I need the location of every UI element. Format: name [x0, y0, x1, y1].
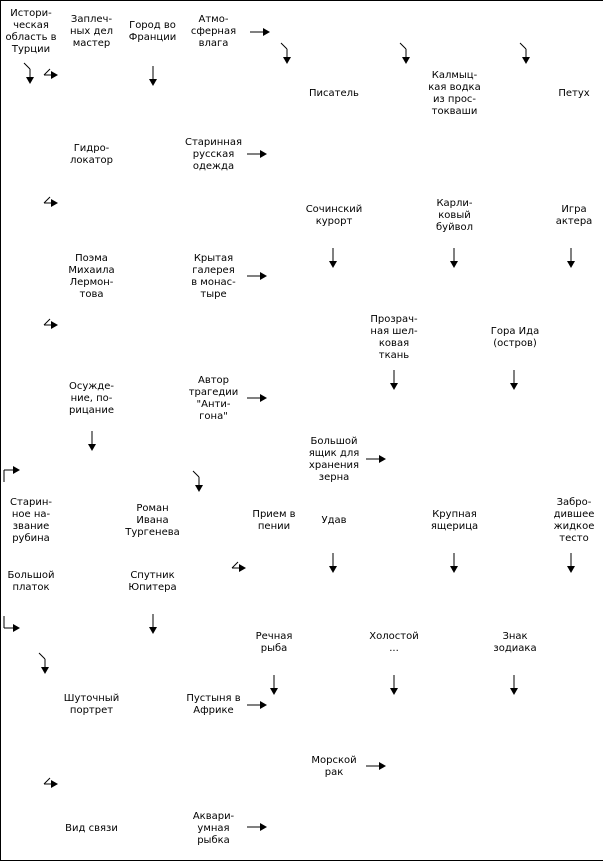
clue-text: Калмыц- кая водка из прос- токваши	[428, 69, 481, 117]
clue-cell	[183, 0, 245, 64]
clue-cell	[244, 490, 305, 552]
clue-cell	[304, 63, 365, 125]
answer-cell[interactable]	[485, 124, 546, 186]
answer-cell[interactable]	[122, 63, 184, 125]
clue-text: Гора Ида (остров)	[490, 325, 540, 349]
clue-cell	[61, 368, 123, 430]
clue-text: Писатель	[309, 87, 359, 99]
clue-text: Прием в пении	[252, 508, 296, 532]
answer-cell[interactable]	[545, 673, 603, 737]
answer-cell[interactable]	[244, 673, 305, 737]
answer-cell[interactable]	[183, 490, 245, 552]
answer-cell[interactable]	[0, 736, 62, 798]
answer-cell[interactable]	[424, 246, 486, 308]
clue-text: Забро- дившее жидкое тесто	[553, 496, 595, 544]
clue-text: Шуточный портрет	[63, 692, 120, 716]
answer-cell[interactable]	[244, 63, 305, 125]
clue-text: Холостой ...	[369, 630, 419, 654]
answer-cell[interactable]	[122, 307, 184, 369]
answer-cell[interactable]	[485, 797, 546, 861]
answer-cell[interactable]	[244, 185, 305, 247]
answer-cell[interactable]	[545, 307, 603, 369]
clue-text: Осужде- ние, по- рицание	[69, 380, 114, 416]
clue-cell	[122, 490, 184, 552]
answer-cell[interactable]	[545, 246, 603, 308]
answer-cell[interactable]	[183, 185, 245, 247]
answer-cell[interactable]	[0, 307, 62, 369]
answer-cell[interactable]	[0, 368, 62, 430]
clue-cell	[545, 63, 603, 125]
answer-cell[interactable]	[61, 736, 123, 798]
answer-cell[interactable]	[244, 246, 305, 308]
answer-cell[interactable]	[304, 551, 365, 613]
clue-cell	[61, 673, 123, 737]
clue-cell	[424, 63, 486, 125]
clue-cell	[61, 797, 123, 861]
answer-cell[interactable]	[485, 185, 546, 247]
answer-cell[interactable]	[183, 429, 245, 491]
answer-cell[interactable]	[545, 551, 603, 613]
answer-cell[interactable]	[424, 368, 486, 430]
clue-cell	[183, 124, 245, 186]
clue-text: Крупная ящерица	[430, 508, 479, 532]
clue-text: Большой платок	[7, 569, 55, 593]
answer-cell[interactable]	[364, 368, 425, 430]
answer-cell[interactable]	[485, 63, 546, 125]
answer-cell[interactable]	[0, 246, 62, 308]
clue-text: Прозрач- ная шел- ковая ткань	[370, 313, 418, 361]
answer-cell[interactable]	[485, 368, 546, 430]
answer-cell[interactable]	[364, 673, 425, 737]
clue-text: Роман Ивана Тургенева	[125, 502, 180, 538]
clue-text: Заплеч- ных дел мастер	[70, 14, 113, 49]
answer-cell[interactable]	[122, 368, 184, 430]
answer-cell[interactable]	[485, 490, 546, 552]
answer-cell[interactable]	[0, 673, 62, 737]
clue-text: Знак зодиака	[493, 630, 537, 654]
answer-cell[interactable]	[364, 0, 425, 64]
clue-cell	[61, 0, 123, 64]
answer-cell[interactable]	[244, 551, 305, 613]
clue-cell	[304, 429, 365, 491]
answer-cell[interactable]	[122, 246, 184, 308]
answer-cell[interactable]	[364, 185, 425, 247]
answer-cell[interactable]	[244, 124, 305, 186]
answer-cell[interactable]	[304, 124, 365, 186]
clue-text: Аквари- умная рыбка	[192, 810, 235, 846]
clue-cell	[424, 490, 486, 552]
clue-text: Речная рыба	[255, 630, 293, 654]
answer-cell[interactable]	[61, 490, 123, 552]
answer-cell[interactable]	[364, 63, 425, 125]
clue-cell	[183, 368, 245, 430]
answer-cell[interactable]	[364, 797, 425, 861]
answer-cell[interactable]	[485, 0, 546, 64]
answer-cell[interactable]	[304, 368, 365, 430]
answer-cell[interactable]	[364, 429, 425, 491]
answer-cell[interactable]	[364, 736, 425, 798]
answer-cell[interactable]	[0, 429, 62, 491]
answer-cell[interactable]	[545, 797, 603, 861]
clue-cell	[0, 0, 62, 64]
answer-cell[interactable]	[244, 307, 305, 369]
clue-cell	[0, 551, 62, 613]
answer-cell[interactable]	[122, 124, 184, 186]
clue-cell	[183, 797, 245, 861]
answer-cell[interactable]	[183, 307, 245, 369]
answer-cell[interactable]	[244, 0, 305, 64]
clue-cell	[122, 551, 184, 613]
clue-cell	[304, 736, 365, 798]
answer-cell[interactable]	[364, 246, 425, 308]
answer-cell[interactable]	[545, 368, 603, 430]
answer-cell[interactable]	[424, 0, 486, 64]
clue-text: Автор трагедии "Анти- гона"	[188, 374, 239, 422]
answer-cell[interactable]	[0, 124, 62, 186]
clue-cell	[424, 185, 486, 247]
clue-text: Атмо- сферная влага	[190, 14, 237, 49]
answer-cell[interactable]	[304, 673, 365, 737]
clue-text: Город во Франции	[128, 20, 177, 43]
answer-cell[interactable]	[61, 612, 123, 674]
answer-cell[interactable]	[304, 612, 365, 674]
answer-cell[interactable]	[0, 612, 62, 674]
clue-text: Петух	[558, 87, 590, 99]
clue-text: Поэма Михаила Лермон- това	[68, 252, 115, 300]
answer-cell[interactable]	[545, 0, 603, 64]
clue-text: Сочинский курорт	[305, 203, 363, 227]
answer-cell[interactable]	[122, 612, 184, 674]
clue-cell	[485, 307, 546, 369]
answer-cell[interactable]	[485, 246, 546, 308]
answer-cell[interactable]	[61, 429, 123, 491]
answer-cell[interactable]	[304, 246, 365, 308]
answer-cell[interactable]	[183, 551, 245, 613]
answer-cell[interactable]	[244, 429, 305, 491]
clue-cell	[122, 0, 184, 64]
answer-cell[interactable]	[485, 429, 546, 491]
answer-cell[interactable]	[424, 612, 486, 674]
answer-cell[interactable]	[304, 307, 365, 369]
answer-cell[interactable]	[0, 797, 62, 861]
clue-cell	[485, 612, 546, 674]
answer-cell[interactable]	[304, 797, 365, 861]
answer-cell[interactable]	[122, 429, 184, 491]
answer-cell[interactable]	[364, 124, 425, 186]
answer-cell[interactable]	[0, 185, 62, 247]
clue-cell	[545, 185, 603, 247]
answer-cell[interactable]	[61, 307, 123, 369]
clue-cell	[364, 612, 425, 674]
answer-cell[interactable]	[183, 736, 245, 798]
answer-cell[interactable]	[122, 736, 184, 798]
answer-cell[interactable]	[304, 0, 365, 64]
clue-text: Морской рак	[311, 754, 357, 778]
clue-text: Игра актера	[555, 203, 593, 227]
clue-cell	[244, 612, 305, 674]
clue-cell	[183, 246, 245, 308]
clue-text: Крытая галерея в монас- тыре	[191, 252, 236, 300]
answer-cell[interactable]	[244, 736, 305, 798]
clue-cell	[304, 490, 365, 552]
answer-cell[interactable]	[61, 185, 123, 247]
answer-cell[interactable]	[122, 673, 184, 737]
answer-cell[interactable]	[122, 185, 184, 247]
clue-cell	[183, 673, 245, 737]
clue-text: Спутник Юпитера	[128, 569, 177, 593]
clue-text: Вид связи	[65, 822, 118, 834]
answer-cell[interactable]	[545, 612, 603, 674]
clue-text: Пустыня в Африке	[186, 692, 241, 716]
answer-cell[interactable]	[485, 673, 546, 737]
answer-cell[interactable]	[424, 797, 486, 861]
answer-cell[interactable]	[424, 307, 486, 369]
answer-cell[interactable]	[364, 490, 425, 552]
answer-cell[interactable]	[122, 797, 184, 861]
answer-cell[interactable]	[424, 429, 486, 491]
answer-cell[interactable]	[183, 612, 245, 674]
clue-text: Большой ящик для хранения зерна	[308, 435, 360, 483]
answer-cell[interactable]	[545, 124, 603, 186]
clue-cell	[364, 307, 425, 369]
answer-cell[interactable]	[183, 63, 245, 125]
answer-cell[interactable]	[485, 551, 546, 613]
clue-text: Старинная русская одежда	[184, 136, 242, 172]
answer-cell[interactable]	[424, 673, 486, 737]
answer-cell[interactable]	[485, 736, 546, 798]
answer-cell[interactable]	[364, 551, 425, 613]
clue-text: Удав	[321, 514, 347, 526]
answer-cell[interactable]	[61, 551, 123, 613]
answer-cell[interactable]	[545, 429, 603, 491]
clue-cell	[304, 185, 365, 247]
answer-cell[interactable]	[244, 797, 305, 861]
clue-cell	[61, 124, 123, 186]
answer-cell[interactable]	[424, 551, 486, 613]
clue-cell	[0, 490, 62, 552]
clue-text: Карли- ковый буйвол	[436, 197, 473, 233]
answer-cell[interactable]	[244, 368, 305, 430]
answer-cell[interactable]	[424, 736, 486, 798]
clue-text: Старин- ное на- звание рубина	[10, 496, 52, 544]
clue-cell	[545, 490, 603, 552]
answer-cell[interactable]	[0, 63, 62, 125]
clue-cell	[61, 246, 123, 308]
clue-text: Истори- ческая область в Турции	[5, 8, 57, 55]
answer-cell[interactable]	[424, 124, 486, 186]
answer-cell[interactable]	[61, 63, 123, 125]
answer-cell[interactable]	[545, 736, 603, 798]
clue-text: Гидро- локатор	[70, 142, 113, 166]
